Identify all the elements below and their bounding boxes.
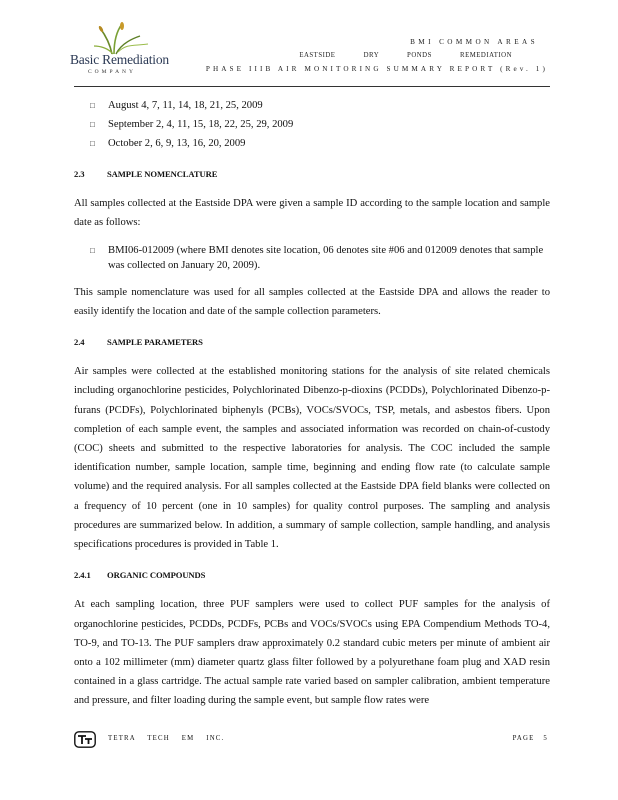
list-item bbox=[74, 243, 550, 273]
page-number: PAGE 5 bbox=[512, 735, 548, 742]
tetra-tech-logo-icon bbox=[74, 731, 96, 748]
page-footer bbox=[74, 731, 548, 751]
section-heading bbox=[74, 165, 550, 184]
paragraph: Air samples were collected at the established monitoring stations for the analysis of site related chemicals including organochlorine pesticides, Polychlorinated Dibenzo-p-dioxins (PCDDs), Polychlorinated Dibenzo-p-furans (PCDFs), Polychlorinated biphenyls (PCBs), VOCs/SVOCs, TSP, metals, and asbestos fibers. Upon completion of each sample event, the samples and associated information was recorded on chain-of-custody (COC) sheets and submitted to the respective laboratories for analysis. The COC included the sample identification number, sample location, sample time, beginning and ending flow rate (to calculate sample volume) and the required analysis. For all samples collected at the Eastside DPA field blanks were collected on a frequency of 10 percent (one in 10 samples) for quality control purposes. The sampling and analysis procedures are summarized below. In addition, a summary of sample collection, sample handling, and analysis specifications procedures is provided in Table 1. bbox=[74, 366, 550, 551]
list-item bbox=[74, 115, 550, 134]
section-number: 2.4.1 bbox=[74, 570, 91, 581]
header-report-title: PHASE IIIB AIR MONITORING SUMMARY REPORT (Rev. 1) bbox=[205, 65, 548, 73]
bullet-icon: □ bbox=[90, 101, 95, 110]
header-site: EASTSIDE DRY PONDS REMEDIATION bbox=[299, 52, 512, 59]
paragraph: All samples collected at the Eastside DPA were given a sample ID according to the sample location and sample date as follows: bbox=[74, 198, 550, 229]
sampling-date-list bbox=[74, 96, 550, 153]
company-logo bbox=[70, 22, 180, 77]
list-item-text: September 2, 4, 11, 15, 18, 22, 25, 29, 2009 bbox=[108, 119, 294, 130]
section-title: SAMPLE NOMENCLATURE bbox=[107, 169, 218, 179]
reed-plant-icon bbox=[92, 22, 152, 56]
header-project: BMI COMMON AREAS bbox=[410, 38, 538, 46]
section-number: 2.3 bbox=[74, 169, 85, 179]
list-item-text: BMI06-012009 (where BMI denotes site location, 06 denotes site #06 and 012009 denotes that sample was collected on January 20, 2009). bbox=[108, 244, 544, 271]
paragraph: This sample nomenclature was used for all samples collected at the Eastside DPA and allows the reader to easily identify the location and date of the sample collection parameters. bbox=[74, 286, 550, 317]
logo-name: Basic Remediation bbox=[70, 52, 169, 67]
section-number: 2.4 bbox=[74, 337, 85, 348]
section-title: SAMPLE PARAMETERS bbox=[107, 337, 203, 348]
list-item-text: August 4, 7, 11, 14, 18, 21, 25, 2009 bbox=[108, 100, 263, 111]
header-divider bbox=[74, 86, 550, 87]
list-item bbox=[74, 134, 550, 153]
list-item-text: October 2, 6, 9, 13, 16, 20, 2009 bbox=[108, 138, 246, 149]
document-body bbox=[74, 96, 550, 721]
section-heading bbox=[74, 333, 550, 352]
bullet-icon: □ bbox=[90, 245, 95, 255]
section-heading bbox=[74, 566, 550, 585]
bullet-icon: □ bbox=[90, 139, 95, 148]
section-title: ORGANIC COMPOUNDS bbox=[107, 570, 206, 581]
logo-subtitle: COMPANY bbox=[88, 69, 137, 75]
list-item bbox=[74, 96, 550, 115]
footer-company: TETRA TECH EM INC. bbox=[108, 735, 225, 742]
bullet-icon: □ bbox=[90, 120, 95, 129]
paragraph: At each sampling location, three PUF samplers were used to collect PUF samples for the analysis of organochlorine pesticides, PCDDs, PCDFs, PCBs and VOCs/SVOCs using EPA Compendium Methods TO-4, TO-9, and TO-13. The PUF samplers draw approximately 0.2 standard cubic meters per minute of ambient air onto a 102 millimeter (mm) diameter quartz glass filter followed by a polyurethane foam plug and XAD resin contained in a glass cartridge. The actual sample rate varied based on sampler calibration, ambient temperature and pressure, and filter loading during the sample event, but sample flow rates were bbox=[74, 599, 550, 707]
